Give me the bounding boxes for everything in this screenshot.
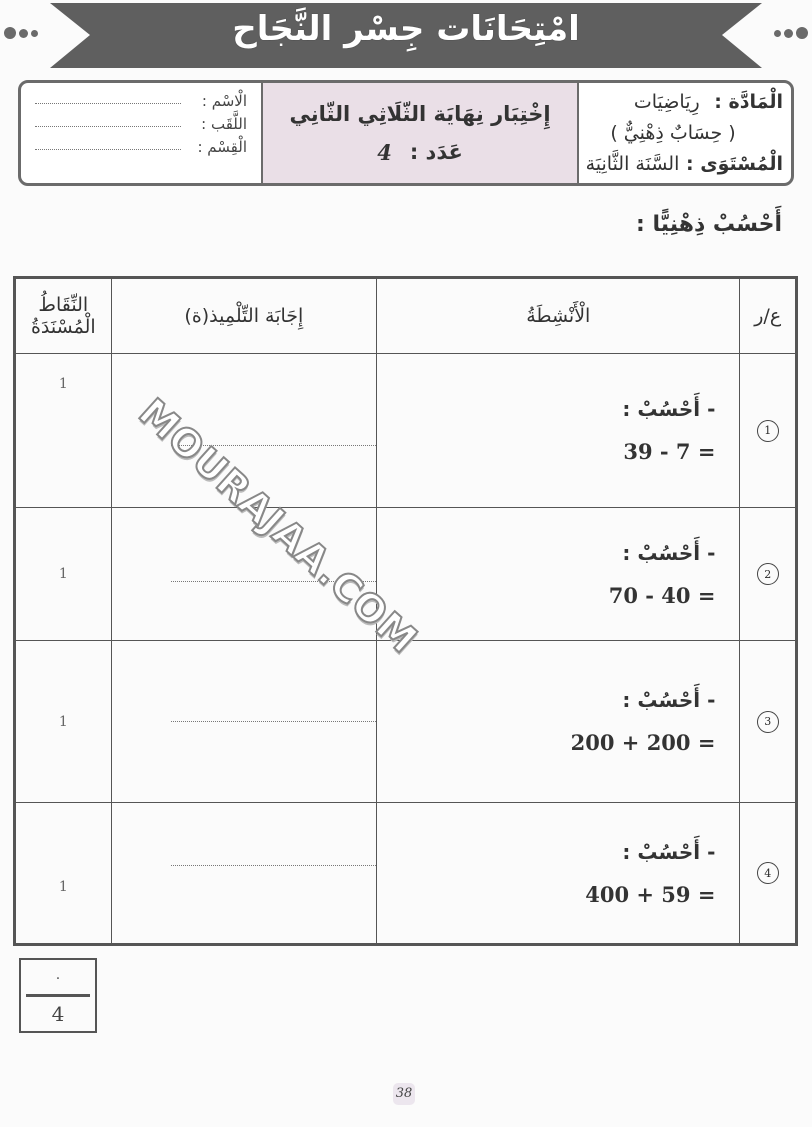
student-name-row[interactable]: [35, 91, 247, 111]
answer-field[interactable]: [171, 721, 376, 722]
student-fields-panel: [21, 83, 261, 183]
answer-cell[interactable]: [111, 641, 377, 803]
row-number-cell: [740, 354, 797, 508]
watermark: MOURAJAA.COM: [130, 390, 426, 663]
subject-label: الْمَادَّة :: [714, 91, 783, 113]
student-class-row[interactable]: [35, 137, 247, 157]
table-row: [15, 803, 797, 945]
points-cell: 1: [15, 641, 112, 803]
activity-cell: [377, 354, 740, 508]
instruction-heading: أَحْسُبْ ذِهْنِيًّا :: [636, 212, 782, 237]
activity-cell: [377, 803, 740, 945]
activity-expression: 200 + 200 =: [570, 730, 716, 755]
subject-panel: [577, 83, 791, 183]
exam-info-box: [18, 80, 794, 186]
title-banner: [50, 3, 762, 68]
circled-number-icon: 3: [757, 711, 779, 733]
activity-prompt: - أَحْسُبْ :: [622, 540, 716, 565]
activity-expression: 39 - 7 =: [623, 439, 716, 464]
subject-sub: ( حِسَابٌ ذِهْنِيٌّ ): [610, 122, 736, 144]
table-row: [15, 641, 797, 803]
total-score-box: [19, 958, 97, 1033]
exam-number-line: [377, 140, 463, 165]
subject-value: رِيَاضِيَات: [633, 91, 700, 113]
activity-cell: [377, 508, 740, 641]
points-cell: 1: [15, 354, 112, 508]
row-number-cell: [740, 641, 797, 803]
points-cell: 1: [15, 508, 112, 641]
header-answer: إِجَابَة التِّلْمِيذ(ة): [111, 278, 377, 354]
activity-prompt: - أَحْسُبْ :: [622, 688, 716, 712]
exam-title-panel: [261, 83, 577, 183]
row-number-cell: [740, 803, 797, 945]
answer-cell[interactable]: [111, 803, 377, 945]
decorative-dots-right-icon: [774, 27, 808, 39]
student-class-label: الْقِسْم :: [197, 138, 247, 156]
activity-expression: 400 + 59 =: [585, 881, 716, 907]
page-number: 38: [393, 1083, 415, 1105]
banner-title: امْتِحَانَات جِسْر النَّجَاح: [232, 9, 580, 49]
student-class-field[interactable]: [35, 148, 181, 150]
student-surname-field[interactable]: [35, 125, 181, 127]
row-number-cell: [740, 508, 797, 641]
activity-prompt: - أَحْسُبْ :: [622, 397, 716, 421]
subject-line: [587, 87, 783, 118]
header-points: النِّقَاطُ الْمُسْنَدَةُ: [15, 278, 112, 354]
table-row: [15, 354, 797, 508]
circled-number-icon: 2: [757, 563, 779, 585]
exam-title: إِخْتِبَار نِهَايَة الثّلَاثِي الثّانِي: [289, 101, 551, 126]
circled-number-icon: 4: [757, 862, 779, 884]
student-surname-label: اللَّقَب :: [201, 115, 247, 133]
table-header-row: [15, 278, 797, 354]
level-label: الْمُسْتَوَى :: [685, 153, 783, 175]
student-name-field[interactable]: [35, 102, 181, 104]
exam-number-value: 4: [377, 139, 392, 165]
student-name-label: الْاسْم :: [201, 92, 247, 110]
activity-prompt: - أَحْسُبْ :: [622, 839, 716, 864]
activity-cell: [377, 641, 740, 803]
level-line: [587, 149, 783, 180]
score-obtained: .: [55, 967, 61, 983]
header-activities: الْأَنْشِطَةُ: [377, 278, 740, 354]
answer-field[interactable]: [171, 865, 376, 866]
level-value: السَّنَة الثَّانِيَة: [585, 153, 680, 175]
activity-expression: 70 - 40 =: [608, 582, 716, 608]
circled-number-icon: 1: [757, 420, 779, 442]
score-total: 4: [51, 1002, 65, 1026]
exam-number-label: عَدَد :: [409, 139, 463, 164]
points-cell: 1: [15, 803, 112, 945]
header-number: ع/ر: [740, 278, 797, 354]
student-surname-row[interactable]: [35, 114, 247, 134]
decorative-dots-left-icon: [4, 27, 38, 39]
